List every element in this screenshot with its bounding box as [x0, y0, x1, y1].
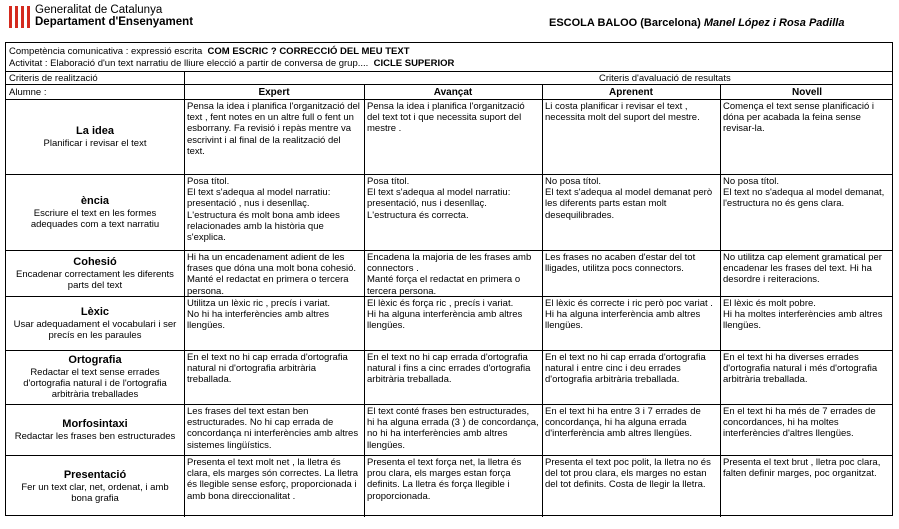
activitat-label: Activitat : Elaboració d'un text narratiu de lliure elecció a partir de conversa de grup.... — [9, 58, 369, 69]
criterion-1 — [6, 195, 184, 230]
criterion-title: Morfosintaxi — [62, 417, 128, 430]
competencia-title: COM ESCRIC ? CORRECCIÓ DEL MEU TEXT — [207, 46, 410, 57]
criterion-2 — [6, 256, 184, 291]
criterion-description: Redactar el text sense errades d'ortografia natural i de l'ortografia arbitrària treballades — [23, 367, 167, 400]
criterion-description: Escriure el text en les formes adequades com a text narratiu — [30, 207, 160, 230]
rubric-cell: No posa títol. El text s'adequa al model demanat però les diferents parts estan molt desequilibrades. — [545, 176, 713, 221]
activitat-level: CICLE SUPERIOR — [373, 58, 455, 69]
rubric-cell: En el text no hi cap errada d'ortografia natural ni d'ortografia arbitrària treballada. — [187, 352, 348, 386]
rubric-cell: Pensa la idea i planifica l'organització del text tot i que necessita suport del mestre . — [367, 101, 525, 135]
criterion-0 — [6, 125, 184, 149]
rubric-cell: El lèxic és força ric , precís i variat. Hi ha alguna interferència amb altres llengües. — [367, 298, 523, 332]
authors: Manel López i Rosa Padilla — [703, 17, 845, 29]
rubric-cell: Encadena la majoria de les frases amb connectors . Manté força el redactat en primera o tercera persona. — [367, 252, 532, 296]
rubric-cell: En el text no hi cap errada d'ortografia natural i entre cinc i deu errades d'ortografia arbitrària treballada. — [545, 352, 706, 386]
criterion-title: Lèxic — [80, 305, 110, 318]
criteris-avaluacio: Criteris d'avaluació de resultats — [599, 73, 731, 84]
criteris-realitzacio: Criteris de realització — [9, 73, 98, 84]
rubric-cell: En el text no hi cap errada d'ortografia natural i fins a cinc errades d'ortografia arbitrària treballada. — [367, 352, 531, 386]
rubric-cell: Utilitza un lèxic ric , precís i variat. No hi ha interferències amb altres llengües. — [187, 298, 331, 332]
rubric-cell: En el text hi ha diverses errades d'ortografia natural i més d'ortografia arbitrària treballada. — [723, 352, 878, 386]
rubric-cell: No posa títol. El text no s'adequa al model demanat, l'estructura no és gens clara. — [723, 176, 885, 210]
criterion-5 — [6, 418, 184, 442]
criterion-description: Planificar i revisar el text — [43, 137, 147, 149]
org-line2: Departament d'Ensenyament — [35, 16, 194, 28]
criterion-description: Encadenar correctament les diferents parts del text — [16, 268, 174, 291]
criterion-6 — [6, 469, 184, 504]
criterion-title: Cohesió — [73, 255, 117, 268]
alumne-label: Alumne : — [9, 87, 47, 98]
level-novell: Novell — [791, 87, 822, 98]
rubric-cell: Presenta el text poc polit, la lletra no és del tot prou clara, els marges no estan del tot definits. Costa de llegir la lletra. — [545, 457, 711, 491]
criterion-4 — [6, 354, 184, 400]
school-authors — [549, 17, 844, 29]
rubric-cell: Li costa planificar i revisar el text , necessita molt del suport del mestre. — [545, 101, 700, 124]
generalitat-logo-icon — [7, 6, 29, 28]
rubric-cell: Posa títol. El text s'adequa al model narratiu: presentació, nus i desenllaç. L'estructura és correcta. — [367, 176, 511, 221]
rubric-cell: Comença el text sense planificació i dóna per acabada la feina sense revisar-la. — [723, 101, 875, 135]
rubric-table — [5, 42, 893, 516]
criterion-title: Ortografia — [68, 354, 122, 366]
criterion-title: Presentació — [63, 468, 127, 481]
criterion-description: Redactar les frases ben estructurades — [14, 430, 176, 442]
criterion-3 — [6, 306, 184, 341]
activitat-line — [6, 58, 892, 69]
competencia-line — [6, 46, 892, 57]
rubric-cell: El lèxic és molt pobre. Hi ha moltes interferències amb altres llengües. — [723, 298, 883, 332]
rubric-cell: No utilitza cap element gramatical per encadenar les frases del text. Hi ha desordre i reiteracions. — [723, 252, 882, 286]
competencia-label: Competència comunicativa : expressió escrita — [9, 46, 203, 57]
rubric-cell: Presenta el text molt net , la lletra és clara, els marges són correctes. La lletra és llegible sense esforç, proporcionada i amb bona direccionalitat . — [187, 457, 359, 502]
rubric-cell: En el text hi ha entre 3 i 7 errades de concordança, hi ha alguna errada d'interferència amb altres llengües. — [545, 406, 701, 440]
rubric-cell: El lèxic és correcte i ric però poc variat . Hi ha alguna interferència amb altres llengües. — [545, 298, 713, 332]
level-avancat: Avançat — [433, 87, 473, 98]
rubric-cell: En el text hi ha més de 7 errades de concordances, hi ha moltes interferències d'altres llengües. — [723, 406, 876, 440]
org-line1: Generalitat de Catalunya — [35, 4, 163, 16]
rubric-cell: Presenta el text brut , lletra poc clara, falten definir marges, poc organitzat. — [723, 457, 881, 480]
rubric-cell: Les frases no acaben d'estar del tot lligades, utilitza pocs connectors. — [545, 252, 696, 275]
level-aprenent: Aprenent — [609, 87, 653, 98]
criterion-description: Usar adequadament el vocabulari i ser precís en les paraules — [13, 318, 177, 341]
rubric-cell: Pensa la idea i planifica l'organització del text , fent notes en un altre full o fent un esborrany. Fa revisió i repàs mentre va escrivint i al final de la realització del text. — [187, 101, 360, 157]
criterion-title: ència — [80, 194, 110, 207]
criterion-description: Fer un text clar, net, ordenat, i amb bona grafia — [21, 481, 169, 504]
rubric-cell: Hi ha un encadenament adient de les frases que dóna una molt bona cohesió. Manté el redactat en primera o tercera persona. — [187, 252, 357, 296]
criterion-title: La idea — [76, 124, 114, 137]
rubric-cell: El text conté frases ben estructurades, hi ha alguna errada (3 ) de concordança, no hi ha interferències amb altres llengües. — [367, 406, 539, 451]
school-name: ESCOLA BALOO (Barcelona) — [549, 17, 701, 29]
rubric-cell: Presenta el text força net, la lletra és prou clara, els marges estan força definits. La lletra és força llegible i proporcionada. — [367, 457, 522, 502]
level-expert: Expert — [258, 87, 290, 98]
rubric-cell: Les frases del text estan ben estructurades. No hi cap errada de concordança ni interferències amb altres sistemes lingüístics. — [187, 406, 359, 451]
rubric-cell: Posa títol. El text s'adequa al model narratiu: presentació , nus i desenllaç. L'estructura és molt bona amb idees relacionades amb la història que s'explica. — [187, 176, 340, 244]
page-header — [0, 0, 899, 40]
